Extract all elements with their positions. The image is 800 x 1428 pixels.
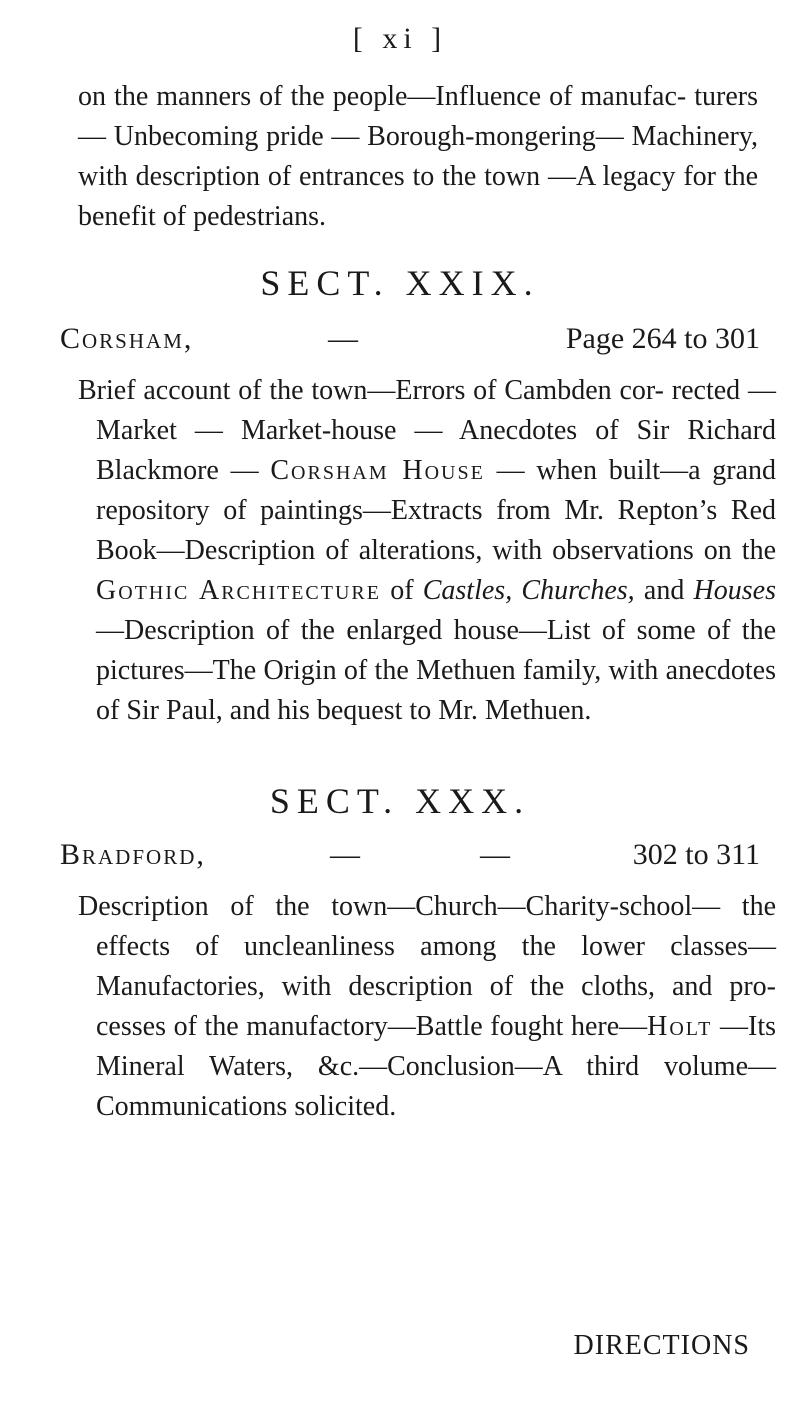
gothic-architecture-term: Gothic Architecture	[96, 575, 381, 606]
section-30-entry	[60, 838, 760, 884]
section-30-dash-1: —	[330, 838, 360, 871]
section-30-place: Bradford,	[60, 838, 206, 871]
catchword: DIRECTIONS	[573, 1330, 750, 1361]
section-30-description: Description of the town—Church—Charity-school— the effects of uncleanliness among the lower classes— Manufactories, with description of the cloths, and pro- cesses of the manufactory—Battle fought here—Holt —Its Mineral Waters, &c.—Conclusion—A third volume—Communications solicited.	[78, 891, 777, 1122]
intro-paragraph: on the manners of the people—Influence of manufac- turers — Unbecoming pride — Borough-mongering— Machinery, with description of entrances to the town —A legacy for the benefit of pedestrians.	[78, 81, 758, 232]
section-29-place: Corsham,	[60, 322, 194, 355]
section-29-heading: SECT. XXIX.	[260, 263, 540, 303]
page-number: [ xi ]	[352, 22, 448, 55]
section-29-pages: Page 264 to 301	[565, 322, 760, 355]
section-29-dash: —	[328, 322, 358, 355]
section-30-heading: SECT. XXX.	[269, 781, 531, 821]
holt-term: Holt	[647, 1011, 713, 1042]
section-29-description: Brief account of the town—Errors of Cambden cor- rected — Market — Market-house — Anecdotes of Sir Richard Blackmore — Corsham House — when built—a grand repository of paintings—Extracts from Mr. Repton’s Red Book—Description of alterations, with observations on the Gothic Architecture of Castles, Churches, and Houses—Description of the enlarged house—List of some of the pictures—The Origin of the Methuen family, with anecdotes of Sir Paul, and his bequest to Mr. Methuen.	[78, 375, 777, 726]
section-29-entry	[60, 322, 760, 368]
section-30-dash-2: —	[480, 838, 510, 871]
corsham-house-term: Corsham House	[270, 455, 485, 486]
section-30-pages: 302 to 311	[632, 838, 760, 871]
